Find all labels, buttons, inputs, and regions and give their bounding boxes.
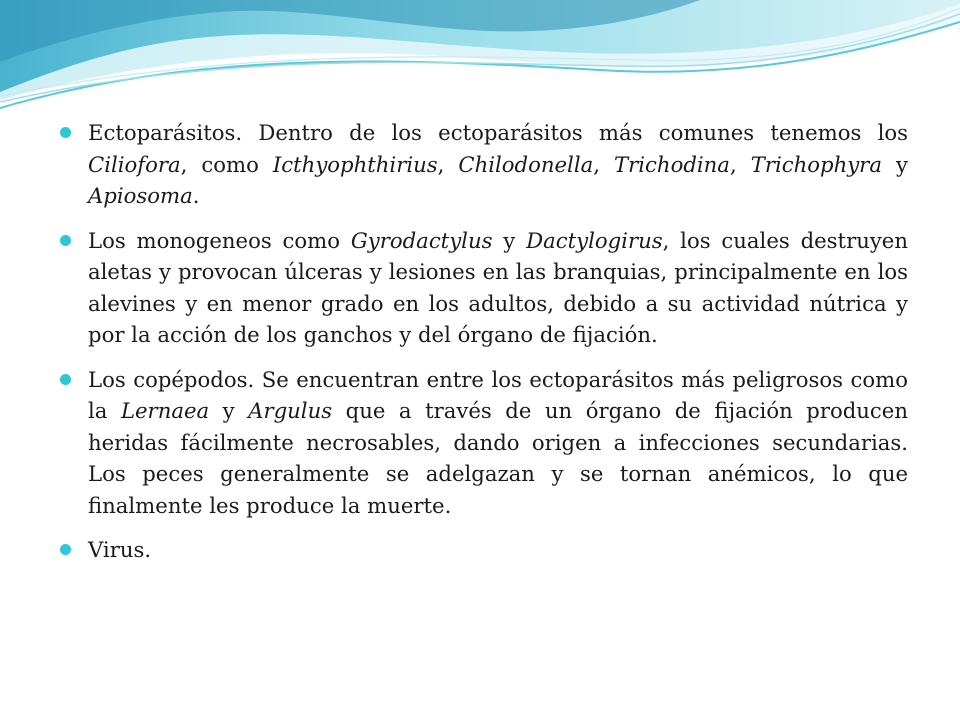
bullet-text: Ectoparásitos. Dentro de los ectoparásitos más comunes tenemos los Ciliofora, como Icthyophthirius, Chilodonella, Trichodina, Trichophyra y Apiosoma.: [88, 120, 908, 208]
bullet-dot-icon: [60, 127, 71, 138]
bullet-text: Los copépodos. Se encuentran entre los ectoparásitos más peligrosos como la Lernaea y Argulus que a través de un órgano de fijación producen heridas fácilmente necrosables, dando origen a infecciones secundarias. Los peces generalmente se adelgazan y se tornan anémicos, lo que finalmente les produce la muerte.: [88, 366, 908, 518]
bullet-dot-icon: [60, 235, 71, 246]
bullet-list: [58, 117, 908, 579]
bullet-dot-icon: [60, 374, 71, 385]
bullet-virus: [58, 534, 908, 566]
bullet-ectoparasitos: [58, 117, 908, 212]
bullet-dot-icon: [60, 544, 71, 555]
bullet-text: Virus.: [88, 537, 152, 562]
bullet-copepodos: [58, 364, 908, 522]
bullet-text: Los monogeneos como Gyrodactylus y Dactylogirus, los cuales destruyen aletas y provocan úlceras y lesiones en las branquias, principalmente en los alevines y en menor grado en los adultos, debido a su actividad nútrica y por la acción de los ganchos y del órgano de fijación.: [88, 227, 908, 347]
header-wave-decoration: [0, 0, 960, 120]
bullet-monogeneos: [58, 225, 908, 351]
